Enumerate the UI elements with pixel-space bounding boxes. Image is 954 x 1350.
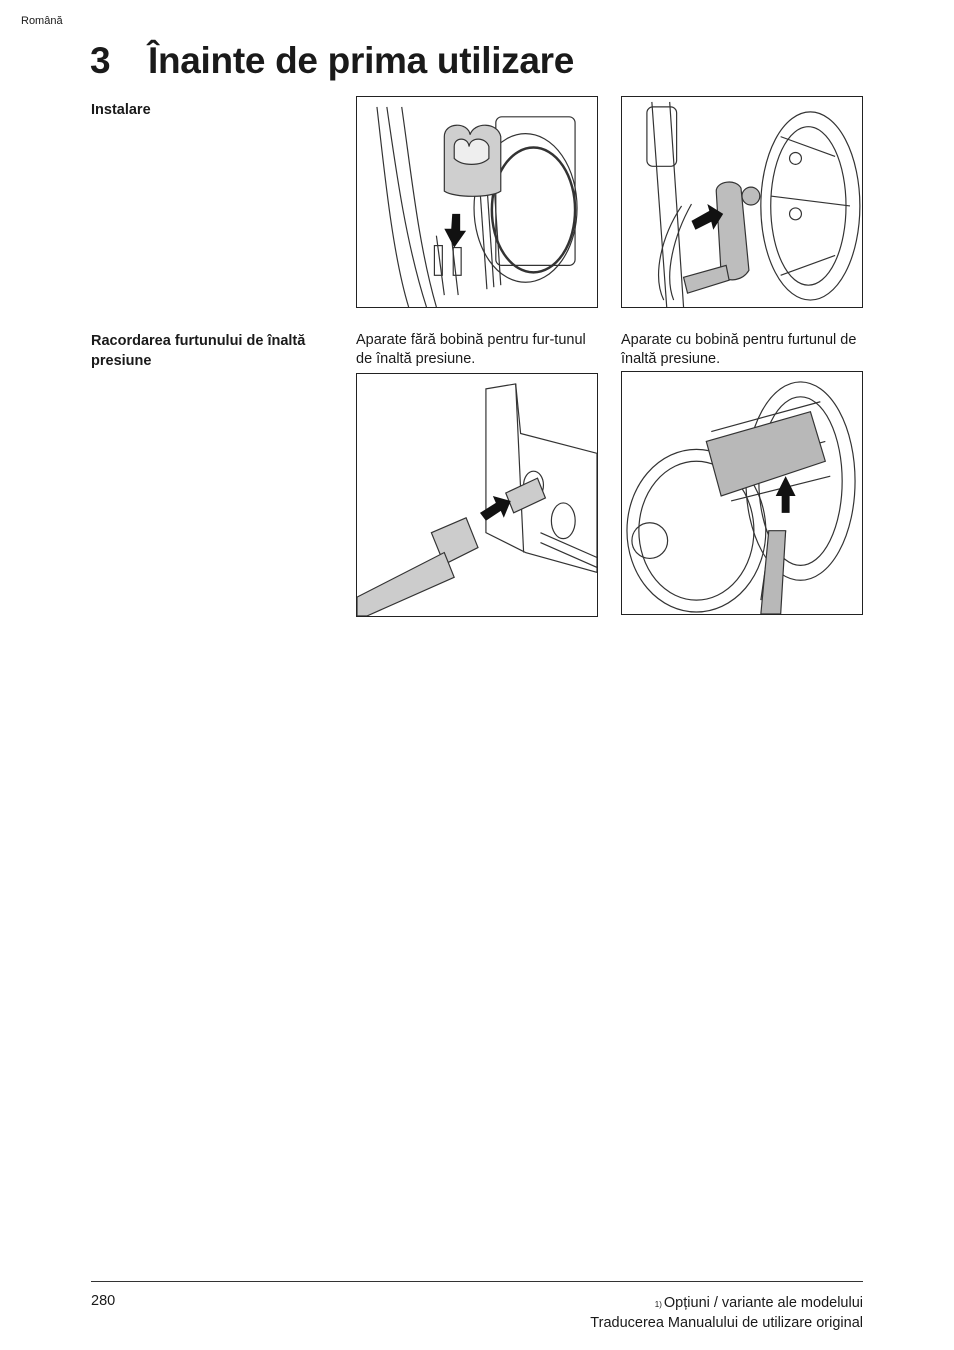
footnote-marker: 1)	[654, 1300, 662, 1309]
section-label-hose-connection: Racordarea furtunului de înaltă presiune	[91, 333, 306, 369]
translation-note: Traducerea Manualului de utilizare original	[590, 1315, 863, 1331]
chapter-number: 3	[90, 40, 111, 81]
footer-notes	[590, 1293, 863, 1333]
footnote-line	[590, 1293, 863, 1313]
language-label: Română	[21, 15, 63, 27]
illustration-hose-direct	[357, 374, 597, 616]
page-number: 280	[91, 1293, 116, 1309]
illustration-hose-reel	[622, 372, 862, 614]
footnote-text: Opțiuni / variante ale modelului	[663, 1295, 863, 1311]
chapter-heading	[90, 40, 574, 82]
caption-without-reel: Aparate fără bobină pentru fur-tunul de înaltă presiune.	[356, 332, 586, 367]
footer-divider	[91, 1281, 863, 1282]
illustration-bracket	[357, 97, 597, 307]
figure-install-crank	[621, 96, 863, 308]
figure-install-bracket	[356, 96, 598, 308]
chapter-title: Înainte de prima utilizare	[148, 40, 575, 81]
figure-hose-with-reel	[621, 371, 863, 615]
section-label-install: Instalare	[91, 102, 151, 118]
caption-with-reel: Aparate cu bobină pentru furtunul de înaltă presiune.	[621, 332, 857, 367]
figure-hose-without-reel	[356, 373, 598, 617]
illustration-crank	[622, 97, 862, 307]
